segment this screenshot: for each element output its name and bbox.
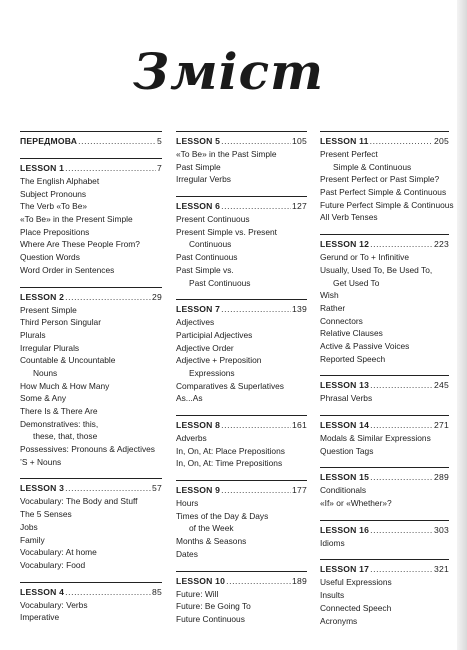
toc-section (320, 520, 449, 550)
page-number: 303 (434, 524, 449, 535)
toc-topic: Jobs (20, 521, 38, 532)
toc-column-2 (176, 131, 307, 636)
toc-topic: Simple & Continuous (333, 161, 412, 172)
toc-topic: There Is & There Are (20, 406, 98, 416)
toc-topic: Rather (320, 302, 346, 313)
toc-topic: Active & Passive Voices (320, 340, 410, 351)
toc-section-heading[interactable] (20, 291, 162, 304)
section-title: LESSON 11 (320, 136, 369, 146)
toc-topic: Idioms (320, 537, 345, 548)
toc-topic: Reported Speech (320, 353, 386, 364)
toc-section (176, 571, 307, 626)
page-number: 161 (292, 420, 307, 430)
toc-section (20, 478, 162, 571)
toc-section-heading[interactable] (176, 135, 307, 148)
toc-topic: Wish (320, 290, 339, 301)
toc-topic: Question Words (20, 252, 80, 263)
toc-topic: The 5 Senses (20, 509, 72, 520)
toc-section-heading[interactable] (176, 575, 307, 588)
toc-topic: Present Perfect (320, 149, 378, 159)
toc-topic: Hours (176, 498, 199, 509)
toc-topic: these, that, those (33, 431, 98, 442)
toc-section-heading[interactable] (176, 484, 307, 497)
toc-section (20, 131, 162, 148)
page-number: 271 (434, 420, 449, 430)
toc-topic: Insults (320, 590, 345, 601)
toc-column-3 (320, 131, 454, 637)
section-title: LESSON 5 (176, 136, 221, 146)
page-title: Зміст (133, 42, 324, 101)
toc-topic: Vocabulary: Food (20, 559, 86, 570)
toc-topic: Future: Will (176, 588, 219, 599)
toc-section (176, 415, 307, 470)
toc-topic: Some & Any (20, 393, 67, 404)
toc-topic: Imperative (20, 612, 60, 623)
section-title: LESSON 13 (320, 380, 370, 391)
toc-topic: Future Continuous (176, 613, 245, 624)
toc-topic: Participial Adjectives (176, 329, 253, 340)
toc-topic: Dates (176, 548, 198, 559)
toc-topic: Useful Expressions (320, 577, 392, 588)
toc-topic: Past Continuous (189, 277, 251, 288)
toc-topic: In, On, At: Place Prepositions (176, 445, 285, 456)
toc-section-heading[interactable] (320, 563, 449, 576)
toc-topic: Future: Be Going To (176, 601, 251, 612)
dot-leader (370, 524, 433, 537)
toc-topic: As...As (176, 393, 203, 404)
dot-leader (221, 200, 291, 213)
dot-leader (370, 419, 433, 432)
toc-topic: The Verb «To Be» (20, 201, 88, 212)
section-title: ПЕРЕДМОВА (20, 136, 78, 146)
page-number: 105 (292, 136, 307, 146)
toc-section-heading[interactable] (320, 471, 449, 484)
toc-topic: Times of the Day & Days (176, 510, 269, 521)
toc-section-heading[interactable] (176, 303, 307, 316)
toc-topic: Vocabulary: Verbs (20, 599, 88, 610)
page-number: 5 (157, 136, 162, 146)
toc-section-heading[interactable] (20, 162, 162, 175)
toc-section-heading[interactable] (320, 524, 449, 537)
toc-topic: Adjective + Preposition (176, 355, 262, 366)
page-number: 177 (292, 485, 307, 496)
toc-section (320, 234, 449, 365)
toc-section (320, 415, 449, 457)
section-title: LESSON 9 (176, 485, 221, 496)
toc-section-heading[interactable] (320, 379, 449, 392)
dot-leader (226, 575, 291, 588)
toc-topic: «If» or «Whether»? (320, 498, 392, 509)
toc-section (320, 375, 449, 405)
toc-section (20, 158, 162, 277)
toc-section (320, 467, 449, 509)
dot-leader (221, 303, 291, 316)
toc-topic: Present Perfect or Past Simple? (320, 174, 440, 185)
page-number: 7 (157, 163, 162, 173)
section-title: LESSON 6 (176, 201, 221, 212)
page-number: 29 (152, 291, 162, 302)
toc-topic: Gerund or To + Infinitive (320, 252, 409, 263)
section-title: LESSON 4 (20, 586, 65, 597)
toc-topic: Past Continuous (176, 252, 238, 263)
toc-topic: Get Used To (333, 277, 380, 288)
toc-topic: Past Simple vs. (176, 264, 234, 275)
dot-leader (65, 482, 151, 495)
toc-section (20, 582, 162, 624)
toc-topic: Past Perfect Simple & Continuous (320, 187, 447, 198)
toc-section-heading[interactable] (320, 135, 449, 148)
toc-section (320, 131, 454, 224)
toc-topic: Nouns (33, 367, 58, 378)
toc-topic: Place Prepositions (20, 226, 90, 237)
toc-topic: Vocabulary: At home (20, 547, 97, 558)
page-number: 289 (434, 472, 449, 483)
toc-section-heading[interactable] (20, 586, 162, 599)
toc-topic: Adverbs (176, 433, 207, 443)
dot-leader (370, 135, 433, 148)
toc-section-heading[interactable] (320, 238, 449, 251)
toc-topic: Connectors (320, 315, 363, 326)
section-title: LESSON 2 (20, 291, 65, 302)
page-number: 85 (152, 586, 162, 597)
section-title: LESSON 10 (176, 575, 226, 586)
toc-topic: Countable & Uncountable (20, 355, 116, 366)
toc-topic: All Verb Tenses (320, 212, 378, 223)
toc-section (320, 559, 449, 627)
toc-section (176, 196, 307, 289)
toc-topic: Acronyms (320, 615, 358, 626)
dot-leader (221, 484, 291, 497)
toc-topic: «To Be» in the Present Simple (20, 214, 133, 225)
toc-section (176, 299, 307, 405)
section-title: LESSON 16 (320, 524, 370, 535)
toc-topic: Modals & Similar Expressions (320, 433, 431, 443)
page-edge-shadow (457, 0, 467, 650)
toc-topic: Subject Pronouns (20, 188, 87, 199)
toc-topic: Demonstratives: this, (20, 418, 99, 429)
toc-section-heading[interactable] (320, 419, 449, 432)
toc-section-heading[interactable] (20, 135, 162, 148)
toc-topic: Conditionals (320, 485, 367, 496)
toc-topic: Expressions (189, 367, 235, 378)
page-number: 139 (292, 304, 307, 315)
toc-topic: Present Simple (20, 304, 77, 315)
toc-topic: Word Order in Sentences (20, 264, 115, 275)
toc-topic: Continuous (189, 239, 232, 250)
section-title: LESSON 1 (20, 163, 65, 173)
toc-topic: Present Simple vs. Present (176, 226, 278, 237)
section-title: LESSON 12 (320, 239, 370, 250)
toc-topic: In, On, At: Time Prepositions (176, 458, 283, 469)
toc-topic: Usually, Used To, Be Used To, (320, 264, 433, 275)
page-number: 205 (434, 136, 449, 146)
dot-leader (370, 379, 433, 392)
toc-topic: of the Week (189, 523, 234, 534)
toc-section-heading[interactable] (176, 419, 307, 432)
page-number: 223 (434, 239, 449, 250)
dot-leader (221, 135, 291, 148)
toc-topic: Connected Speech (320, 602, 392, 613)
toc-section (20, 287, 162, 469)
dot-leader (65, 291, 151, 304)
toc-topic: Question Tags (320, 445, 374, 456)
toc-topic: Adjective Order (176, 342, 234, 353)
toc-topic: The English Alphabet (20, 176, 100, 186)
toc-topic: Adjectives (176, 317, 215, 328)
page-number: 57 (152, 483, 162, 494)
dot-leader (65, 586, 151, 599)
section-title: LESSON 15 (320, 472, 370, 483)
toc-topic: Possessives: Pronouns & Adjectives (20, 444, 155, 455)
toc-topic: Phrasal Verbs (320, 393, 373, 404)
toc-topic: Third Person Singular (20, 317, 101, 328)
toc-topic: Irregular Plurals (20, 342, 80, 353)
toc-topic: Where Are These People From? (20, 239, 140, 250)
dot-leader (370, 238, 433, 251)
dot-leader (65, 162, 156, 175)
toc-section-heading[interactable] (20, 482, 162, 495)
toc-topic: ’S + Nouns (20, 456, 62, 467)
toc-topic: Irregular Verbs (176, 174, 231, 185)
dot-leader (78, 135, 156, 148)
section-title: LESSON 17 (320, 564, 370, 575)
dot-leader (370, 563, 433, 576)
page-number: 189 (292, 575, 307, 586)
section-title: LESSON 7 (176, 304, 221, 315)
toc-topic: Months & Seasons (176, 536, 247, 547)
toc-topic: Comparatives & Superlatives (176, 380, 284, 391)
section-title: LESSON 3 (20, 483, 65, 494)
dot-leader (370, 471, 433, 484)
toc-topic: Present Continuous (176, 214, 250, 225)
toc-topic: Vocabulary: The Body and Stuff (20, 496, 138, 507)
page-number: 321 (434, 564, 449, 575)
toc-topic: Relative Clauses (320, 328, 383, 339)
toc-section (176, 131, 307, 186)
page-number: 245 (434, 380, 449, 391)
section-title: LESSON 8 (176, 420, 221, 430)
toc-column-1 (20, 131, 162, 634)
page-number: 127 (292, 201, 307, 212)
toc-topic: Past Simple (176, 161, 221, 172)
toc-topic: «To Be» in the Past Simple (176, 149, 277, 159)
toc-topic: Future Perfect Simple & Continuous (320, 199, 454, 210)
toc-topic: Plurals (20, 329, 46, 340)
section-title: LESSON 14 (320, 420, 370, 430)
toc-topic: How Much & How Many (20, 380, 110, 391)
dot-leader (221, 419, 291, 432)
toc-section (176, 480, 307, 560)
toc-section-heading[interactable] (176, 200, 307, 213)
toc-topic: Family (20, 534, 45, 545)
